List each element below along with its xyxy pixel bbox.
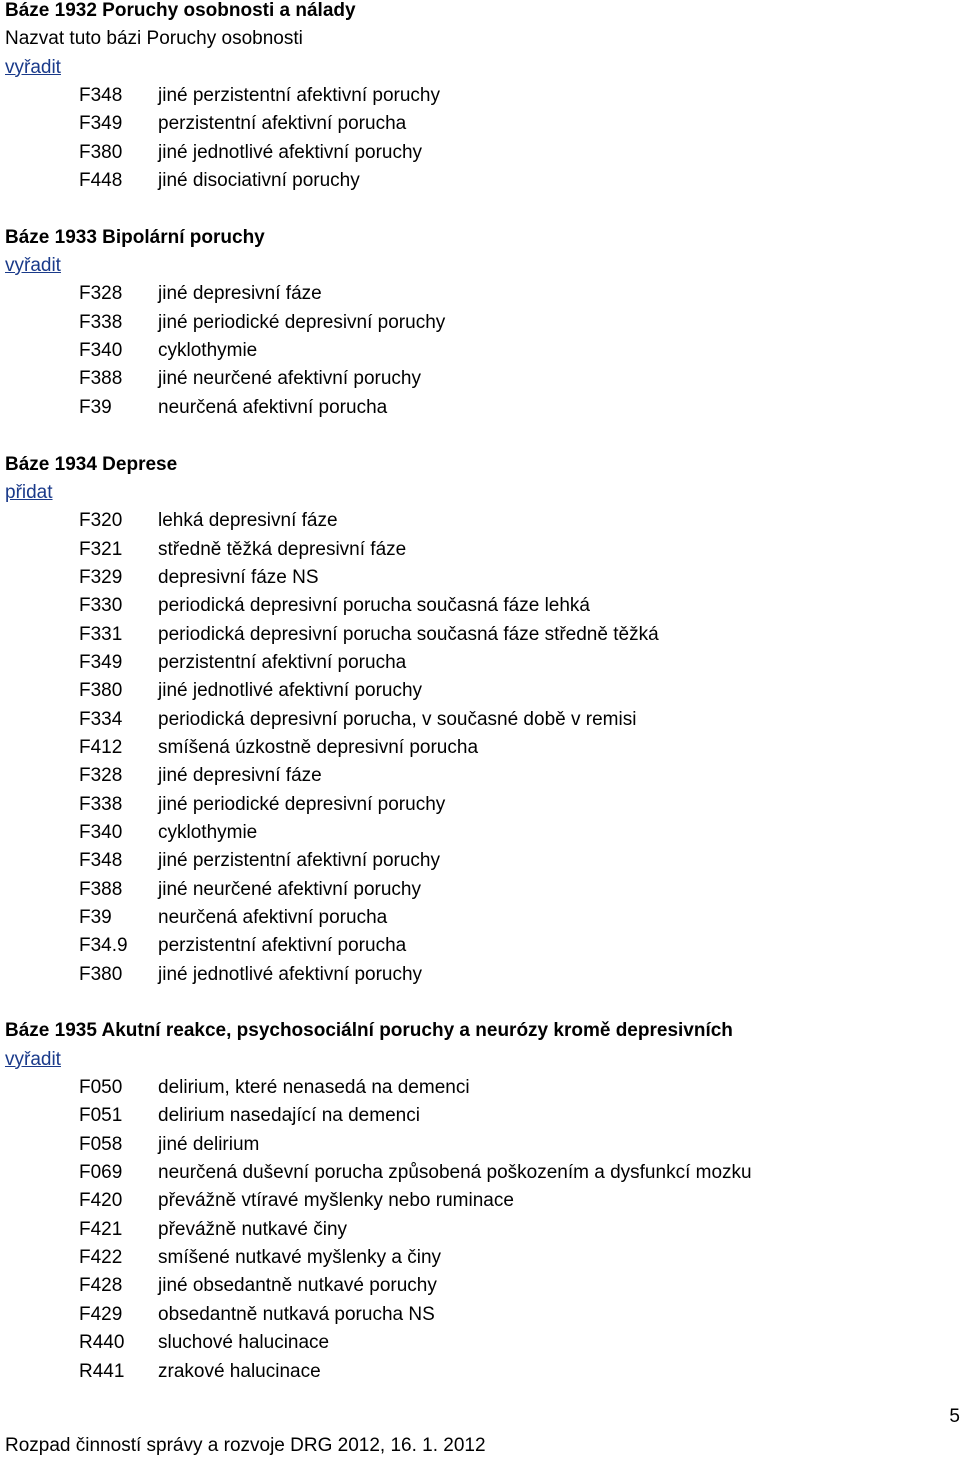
- list-item: [5, 961, 945, 989]
- list-item: [5, 167, 945, 195]
- diagnosis-description: jiné periodické depresivní poruchy: [158, 311, 446, 333]
- section: [5, 0, 945, 224]
- diagnosis-code: F388: [79, 878, 123, 900]
- diagnosis-code: F349: [79, 113, 123, 135]
- diagnosis-description: perzistentní afektivní porucha: [158, 113, 407, 135]
- diagnosis-code: F321: [79, 538, 123, 560]
- diagnosis-code: F421: [79, 1218, 123, 1240]
- list-item: [5, 1102, 945, 1130]
- list-item: [5, 621, 945, 649]
- section-action-link[interactable]: vyřadit: [5, 56, 61, 78]
- section: [5, 451, 945, 1018]
- diagnosis-description: periodická depresivní porucha současná fáze středně těžká: [158, 623, 659, 645]
- list-item: [5, 762, 945, 790]
- diagnosis-code: F348: [79, 85, 123, 107]
- list-item: [5, 564, 945, 592]
- diagnosis-description: delirium, které nenasedá na demenci: [158, 1077, 470, 1099]
- diagnosis-code: F380: [79, 680, 123, 702]
- diagnosis-code: F412: [79, 736, 123, 758]
- diagnosis-code: F39: [79, 396, 112, 418]
- section-title: Báze 1933 Bipolární poruchy: [5, 226, 265, 248]
- diagnosis-description: depresivní fáze NS: [158, 566, 319, 588]
- diagnosis-description: středně těžká depresivní fáze: [158, 538, 407, 560]
- diagnosis-code: F338: [79, 793, 123, 815]
- list-item: [5, 536, 945, 564]
- list-item: [5, 791, 945, 819]
- section-gap: [5, 422, 945, 450]
- list-item: [5, 932, 945, 960]
- list-item: [5, 677, 945, 705]
- diagnosis-description: lehká depresivní fáze: [158, 510, 338, 532]
- diagnosis-code: F320: [79, 510, 123, 532]
- diagnosis-code: F422: [79, 1247, 123, 1269]
- diagnosis-code: F058: [79, 1133, 123, 1155]
- diagnosis-description: cyklothymie: [158, 340, 258, 362]
- list-item: [5, 280, 945, 308]
- diagnosis-code: F380: [79, 963, 123, 985]
- diagnosis-code: F380: [79, 141, 123, 163]
- diagnosis-description: neurčená afektivní porucha: [158, 396, 388, 418]
- diagnosis-description: neurčená duševní porucha způsobená poškozením a dysfunkcí mozku: [158, 1162, 752, 1184]
- diagnosis-description: cyklothymie: [158, 821, 258, 843]
- diagnosis-code: F428: [79, 1275, 123, 1297]
- diagnosis-description: periodická depresivní porucha, v současné době v remisi: [158, 708, 637, 730]
- diagnosis-code: R440: [79, 1332, 125, 1354]
- list-item: [5, 706, 945, 734]
- diagnosis-code: F388: [79, 368, 123, 390]
- diagnosis-code: F420: [79, 1190, 123, 1212]
- diagnosis-description: převážně vtíravé myšlenky nebo ruminace: [158, 1190, 514, 1212]
- diagnosis-description: jiné obsedantně nutkavé poruchy: [158, 1275, 437, 1297]
- diagnosis-description: jiné disociativní poruchy: [158, 170, 360, 192]
- diagnosis-description: smíšené nutkavé myšlenky a činy: [158, 1247, 442, 1269]
- diagnosis-code: F329: [79, 566, 123, 588]
- diagnosis-description: zrakové halucinace: [158, 1360, 321, 1382]
- section: [5, 1017, 945, 1385]
- diagnosis-code: F340: [79, 821, 123, 843]
- list-item: [5, 1074, 945, 1102]
- diagnosis-description: periodická depresivní porucha současná fáze lehká: [158, 595, 590, 617]
- diagnosis-description: jiné neurčené afektivní poruchy: [158, 368, 421, 390]
- section: [5, 224, 945, 451]
- document-body: [5, 0, 945, 1386]
- list-item: [5, 592, 945, 620]
- list-item: [5, 1272, 945, 1300]
- diagnosis-description: převážně nutkavé činy: [158, 1218, 348, 1240]
- diagnosis-code: R441: [79, 1360, 125, 1382]
- list-item: [5, 394, 945, 422]
- list-item: [5, 1216, 945, 1244]
- diagnosis-description: obsedantně nutkavá porucha NS: [158, 1303, 435, 1325]
- list-item: [5, 904, 945, 932]
- section-action-link[interactable]: vyřadit: [5, 1048, 61, 1070]
- list-item: [5, 1187, 945, 1215]
- diagnosis-code: F050: [79, 1077, 123, 1099]
- list-item: [5, 507, 945, 535]
- diagnosis-description: jiné perzistentní afektivní poruchy: [158, 85, 440, 107]
- diagnosis-description: jiné delirium: [158, 1133, 260, 1155]
- diagnosis-code: F330: [79, 595, 123, 617]
- section-action-link[interactable]: vyřadit: [5, 255, 61, 277]
- section-note: Nazvat tuto bázi Poruchy osobnosti: [5, 28, 303, 50]
- diagnosis-code: F069: [79, 1162, 123, 1184]
- diagnosis-code: F328: [79, 283, 123, 305]
- list-item: [5, 1358, 945, 1386]
- diagnosis-code: F34.9: [79, 935, 128, 957]
- section-title: Báze 1934 Deprese: [5, 453, 178, 475]
- list-item: [5, 1244, 945, 1272]
- section-action-link[interactable]: přidat: [5, 481, 53, 503]
- diagnosis-code: F051: [79, 1105, 123, 1127]
- list-item: [5, 876, 945, 904]
- list-item: [5, 819, 945, 847]
- section-gap: [5, 989, 945, 1017]
- section-title: Báze 1932 Poruchy osobnosti a nálady: [5, 0, 356, 21]
- list-item: [5, 734, 945, 762]
- diagnosis-description: sluchové halucinace: [158, 1332, 330, 1354]
- diagnosis-description: jiné jednotlivé afektivní poruchy: [158, 963, 423, 985]
- diagnosis-description: jiné jednotlivé afektivní poruchy: [158, 680, 423, 702]
- list-item: [5, 337, 945, 365]
- diagnosis-description: perzistentní afektivní porucha: [158, 651, 407, 673]
- diagnosis-description: jiné jednotlivé afektivní poruchy: [158, 141, 423, 163]
- diagnosis-description: delirium nasedající na demenci: [158, 1105, 420, 1127]
- section-title: Báze 1935 Akutní reakce, psychosociální poruchy a neurózy kromě depresivních: [5, 1020, 733, 1042]
- section-gap: [5, 195, 945, 223]
- diagnosis-description: jiné perzistentní afektivní poruchy: [158, 850, 440, 872]
- diagnosis-description: jiné depresivní fáze: [158, 765, 322, 787]
- diagnosis-code: F349: [79, 651, 123, 673]
- diagnosis-code: F328: [79, 765, 123, 787]
- diagnosis-code: F338: [79, 311, 123, 333]
- diagnosis-code: F331: [79, 623, 123, 645]
- footer-text: Rozpad činností správy a rozvoje DRG 2012, 16. 1. 2012: [5, 1435, 486, 1456]
- diagnosis-description: perzistentní afektivní porucha: [158, 935, 407, 957]
- list-item: [5, 1159, 945, 1187]
- list-item: [5, 1131, 945, 1159]
- list-item: [5, 139, 945, 167]
- diagnosis-description: smíšená úzkostně depresivní porucha: [158, 736, 479, 758]
- list-item: [5, 309, 945, 337]
- list-item: [5, 649, 945, 677]
- list-item: [5, 365, 945, 393]
- diagnosis-description: jiné periodické depresivní poruchy: [158, 793, 446, 815]
- diagnosis-code: F429: [79, 1303, 123, 1325]
- list-item: [5, 110, 945, 138]
- list-item: [5, 847, 945, 875]
- diagnosis-description: neurčená afektivní porucha: [158, 907, 388, 928]
- diagnosis-description: jiné neurčené afektivní poruchy: [158, 878, 421, 900]
- diagnosis-code: F334: [79, 708, 123, 730]
- diagnosis-code: F348: [79, 850, 123, 872]
- diagnosis-code: F340: [79, 340, 123, 362]
- list-item: [5, 82, 945, 110]
- page-number: 5: [949, 1406, 960, 1427]
- diagnosis-description: jiné depresivní fáze: [158, 283, 322, 305]
- diagnosis-code: F448: [79, 170, 123, 192]
- diagnosis-code: F39: [79, 907, 112, 928]
- list-item: [5, 1329, 945, 1357]
- list-item: [5, 1301, 945, 1329]
